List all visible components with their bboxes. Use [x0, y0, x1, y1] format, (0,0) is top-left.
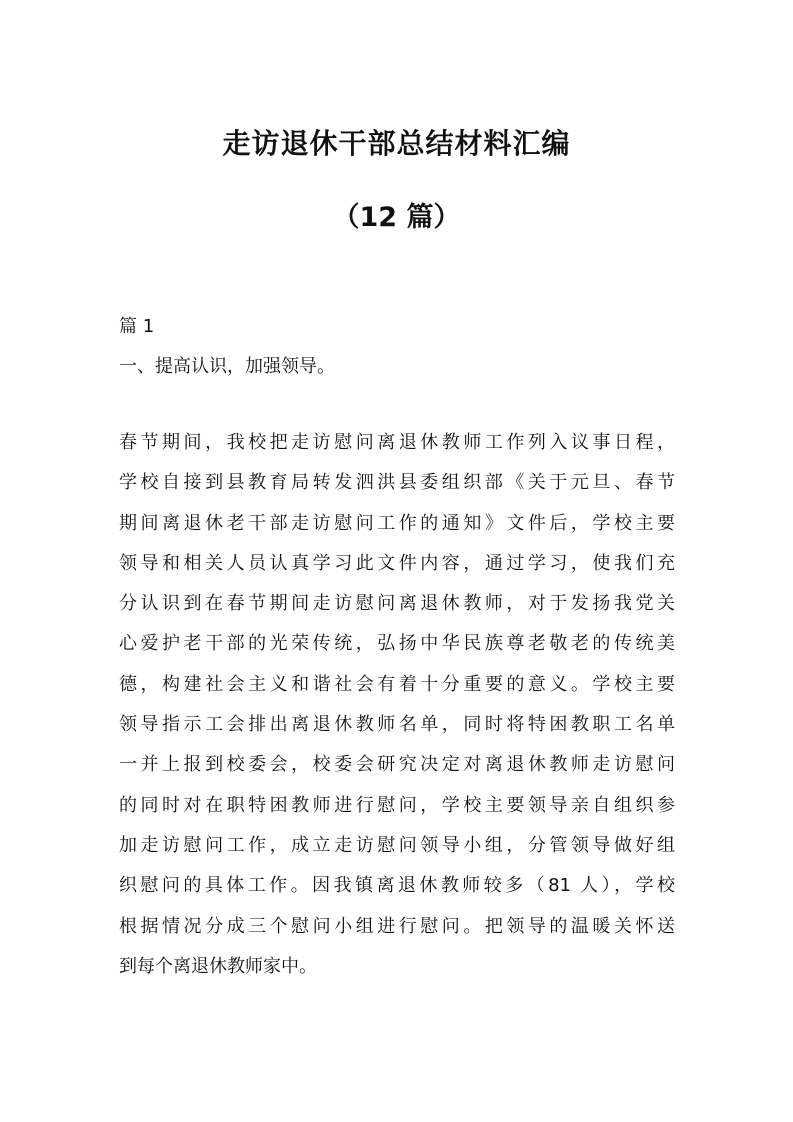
paragraph-line: 学校自接到县教育局转发泗洪县委组织部《关于元旦、春节 [119, 472, 675, 494]
paragraph-line: 加走访慰问工作，成立走访慰问领导小组，分管领导做好组 [119, 834, 675, 856]
paragraph-line: 心爱护老干部的光荣传统，弘扬中华民族尊老敬老的传统美 [119, 633, 675, 655]
paragraph-line: 根据情况分成三个慰问小组进行慰问。把领导的温暖关怀送 [119, 915, 675, 937]
paragraph-line: 一并上报到校委会，校委会研究决定对离退休教师走访慰问 [119, 754, 675, 776]
paragraph-line: 领导指示工会排出离退休教师名单，同时将特困教职工名单 [119, 714, 675, 736]
paragraph-line: 分认识到在春节期间走访慰问离退休教师，对于发扬我党关 [119, 593, 675, 615]
paragraph-line: 的同时对在职特困教师进行慰问，学校主要领导亲自组织参 [119, 794, 675, 816]
paragraph-line: 到每个离退休教师家中。 [119, 955, 317, 977]
body-paragraph [119, 423, 675, 987]
paragraph-line: 织慰问的具体工作。因我镇离退休教师较多（81 人），学校 [119, 875, 675, 897]
paragraph-line: 期间离退休老干部走访慰问工作的通知》文件后，学校主要 [119, 512, 675, 534]
document-subtitle: （12 篇） [332, 202, 461, 233]
paragraph-line: 德，构建社会主义和谐社会有着十分重要的意义。学校主要 [119, 673, 675, 695]
section-heading: 一、提高认识，加强领导。 [119, 356, 335, 377]
document-title: 走访退休干部总结材料汇编 [222, 127, 571, 160]
paragraph-line: 春节期间，我校把走访慰问离退休教师工作列入议事日程， [119, 432, 675, 453]
section-label: 篇 1 [119, 316, 155, 337]
paragraph-line: 领导和相关人员认真学习此文件内容，通过学习，使我们充 [119, 552, 675, 574]
